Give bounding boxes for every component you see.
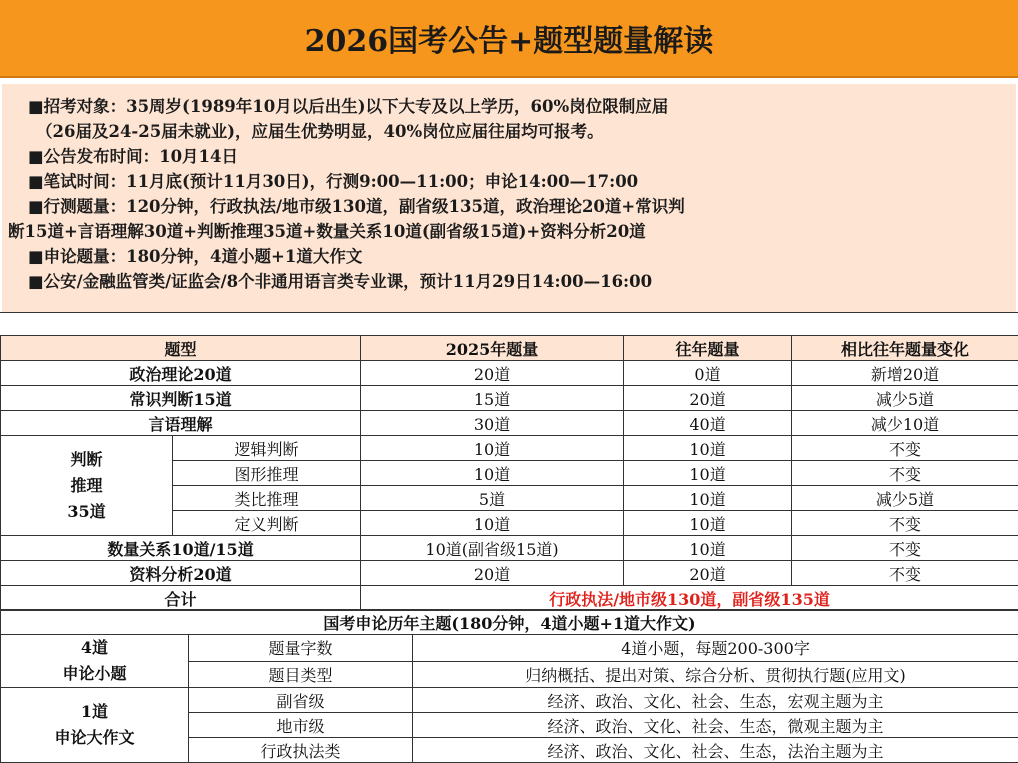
type-cell: 常识判断15道 <box>1 386 361 411</box>
detail-cell: 经济、政治、文化、社会、生态，宏观主题为主 <box>413 688 1018 713</box>
total-value: 行政执法/地市级130道，副省级135道 <box>361 586 1018 611</box>
subtype-cell: 类比推理 <box>173 486 361 511</box>
header-cell: 2025年题量 <box>361 336 624 361</box>
item-cell: 题量字数 <box>189 635 413 662</box>
group-label-line: 申论大作文 <box>1 725 188 751</box>
table-row <box>1 561 1018 586</box>
notice-line: ■申论题量：180分钟，4道小题+1道大作文 <box>28 244 996 269</box>
group-label-line: 推理 <box>1 473 172 499</box>
type-cell: 资料分析20道 <box>1 561 361 586</box>
table-title-row <box>1 610 1018 635</box>
detail-cell: 经济、政治、文化、社会、生态，法治主题为主 <box>413 738 1018 763</box>
value-cell: 10道 <box>624 536 792 561</box>
header-cell: 题型 <box>1 336 361 361</box>
subtype-cell: 定义判断 <box>173 511 361 536</box>
change-cell: 不变 <box>792 461 1018 486</box>
value-cell: 30道 <box>361 411 624 436</box>
notice-line: ■公告发布时间：10月14日 <box>28 144 996 169</box>
value-cell: 10道 <box>624 486 792 511</box>
table-row <box>1 536 1018 561</box>
change-cell: 减少5道 <box>792 386 1018 411</box>
notice-line: ■笔试时间：11月底(预计11月30日)，行测9:00—11:00；申论14:00—17:00 <box>28 169 996 194</box>
group-label-line: 4道 <box>1 635 188 661</box>
table-row <box>1 635 1018 662</box>
change-cell: 不变 <box>792 536 1018 561</box>
total-label: 合计 <box>1 586 361 611</box>
change-cell: 不变 <box>792 561 1018 586</box>
value-cell: 40道 <box>624 411 792 436</box>
value-cell: 20道 <box>624 386 792 411</box>
value-cell: 5道 <box>361 486 624 511</box>
change-cell: 新增20道 <box>792 361 1018 386</box>
table-row <box>1 361 1018 386</box>
value-cell: 10道 <box>361 436 624 461</box>
table-row <box>1 411 1018 436</box>
header-cell: 往年题量 <box>624 336 792 361</box>
item-cell: 地市级 <box>189 713 413 738</box>
group-label-line: 1道 <box>1 699 188 725</box>
judgment-group-cell <box>1 436 173 536</box>
item-cell: 题目类型 <box>189 661 413 688</box>
detail-cell: 4道小题，每题200-300字 <box>413 635 1018 662</box>
change-cell: 不变 <box>792 511 1018 536</box>
change-cell: 减少10道 <box>792 411 1018 436</box>
value-cell: 20道 <box>624 561 792 586</box>
value-cell: 10道 <box>361 511 624 536</box>
essay-small-group-cell <box>1 635 189 688</box>
type-cell: 政治理论20道 <box>1 361 361 386</box>
detail-cell: 归纳概括、提出对策、综合分析、贯彻执行题(应用文) <box>413 661 1018 688</box>
question-count-table <box>0 335 1018 611</box>
item-cell: 副省级 <box>189 688 413 713</box>
value-cell: 10道(副省级15道) <box>361 536 624 561</box>
value-cell: 10道 <box>624 511 792 536</box>
notice-line: （26届及24-25届未就业)，应届生优势明显，40%岗位应届往届均可报考。 <box>28 119 996 144</box>
value-cell: 0道 <box>624 361 792 386</box>
notice-line: ■公安/金融监管类/证监会/8个非通用语言类专业课，预计11月29日14:00—16:00 <box>28 269 996 294</box>
value-cell: 10道 <box>624 461 792 486</box>
notice-line: ■行测题量：120分钟，行政执法/地市级130道，副省级135道，政治理论20道+常识判 <box>28 194 996 219</box>
page-title: 2026国考公告+题型题量解读 <box>0 0 1018 78</box>
table-row <box>1 386 1018 411</box>
value-cell: 10道 <box>361 461 624 486</box>
table-row <box>1 688 1018 713</box>
subtype-cell: 逻辑判断 <box>173 436 361 461</box>
header-cell: 相比往年题量变化 <box>792 336 1018 361</box>
item-cell: 行政执法类 <box>189 738 413 763</box>
value-cell: 15道 <box>361 386 624 411</box>
essay-big-group-cell <box>1 688 189 763</box>
change-cell: 不变 <box>792 436 1018 461</box>
essay-topic-table <box>0 609 1018 763</box>
value-cell: 20道 <box>361 561 624 586</box>
group-label-line: 判断 <box>1 447 172 473</box>
total-row <box>1 586 1018 611</box>
value-cell: 10道 <box>624 436 792 461</box>
value-cell: 20道 <box>361 361 624 386</box>
detail-cell: 经济、政治、文化、社会、生态，微观主题为主 <box>413 713 1018 738</box>
table-header-row <box>1 336 1018 361</box>
notice-box <box>2 84 1016 312</box>
type-cell: 数量关系10道/15道 <box>1 536 361 561</box>
table-row <box>1 436 1018 461</box>
group-label-line: 35道 <box>1 499 172 525</box>
type-cell: 言语理解 <box>1 411 361 436</box>
subtype-cell: 图形推理 <box>173 461 361 486</box>
notice-line: 断15道+言语理解30道+判断推理35道+数量关系10道(副省级15道)+资料分析20道 <box>8 219 996 244</box>
change-cell: 减少5道 <box>792 486 1018 511</box>
group-label-line: 申论小题 <box>1 661 188 687</box>
notice-line: ■招考对象：35周岁(1989年10月以后出生)以下大专及以上学历，60%岗位限制应届 <box>28 94 996 119</box>
spacer-row <box>0 312 1018 335</box>
essay-table-title: 国考申论历年主题(180分钟，4道小题+1道大作文) <box>1 610 1018 635</box>
